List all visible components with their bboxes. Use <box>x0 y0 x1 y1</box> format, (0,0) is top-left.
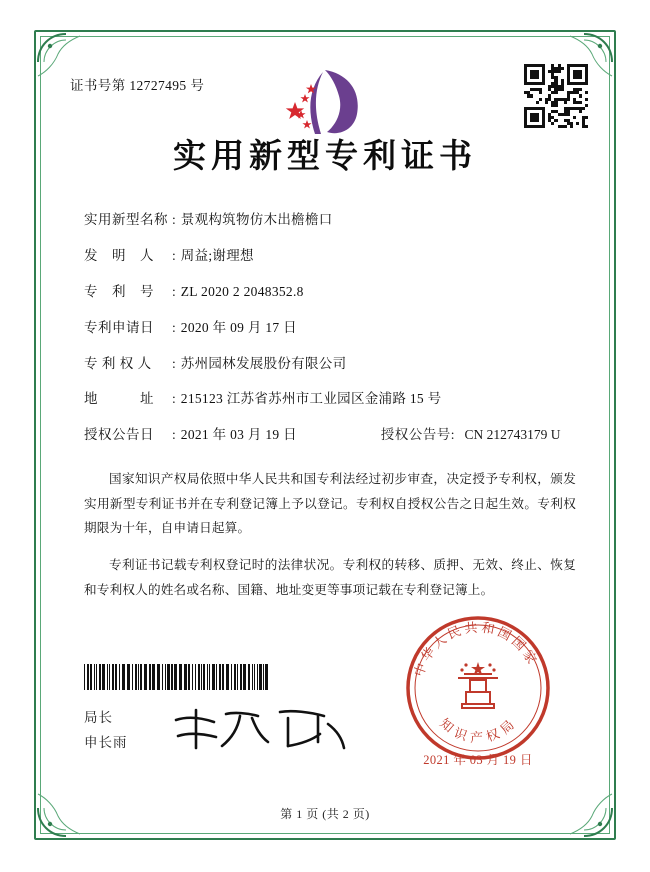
paragraph: 国家知识产权局依照中华人民共和国专利法经过初步审查，决定授予专利权，颁发实用新型专利证书并在专利登记簿上予以登记。专利权自授权公告之日起生效。专利权期限为十年，自申请日起算。 <box>84 472 576 536</box>
legal-text <box>58 467 592 602</box>
field-row <box>84 283 582 302</box>
field-colon: : <box>172 355 176 371</box>
field-colon: : <box>172 212 176 227</box>
seal-date: 2021 年 03 月 19 日 <box>423 753 533 767</box>
patent-fields <box>58 211 592 445</box>
field-colon: : <box>172 283 176 299</box>
director-name-label: 申长雨 <box>84 735 128 751</box>
field-colon: : <box>172 427 176 443</box>
field-label: 发 明 人 <box>84 247 154 263</box>
svg-text:知识产权局: 知识产权局 <box>436 714 522 747</box>
cnipa-logo-icon <box>265 62 385 142</box>
official-red-seal <box>402 612 554 764</box>
field-value: ZL 2020 2 2048352.8 <box>180 283 304 299</box>
field-value: 2020 年 09 月 17 日 <box>180 319 297 335</box>
field-value: 215123 江苏省苏州市工业园区金浦路 15 号 <box>180 391 442 407</box>
field-value: 2021 年 03 月 19 日 <box>180 427 297 443</box>
field-colon: : <box>172 247 176 263</box>
field-value: 周益;谢理想 <box>180 247 254 263</box>
director-role-label: 局长 <box>84 710 113 726</box>
signature-block <box>84 706 128 756</box>
field-row <box>84 319 582 338</box>
field-row <box>84 390 582 409</box>
svg-text:中华人民共和国国家: 中华人民共和国国家 <box>412 620 541 679</box>
qr-code <box>524 64 588 128</box>
certificate-number: 证书号第 12727495 号 <box>70 78 205 93</box>
field-row <box>84 355 582 374</box>
field-value-secondary: CN 212743179 U <box>464 427 561 443</box>
field-label: 地 址 <box>84 391 154 407</box>
barcode <box>84 664 269 690</box>
handwritten-signature <box>168 704 353 756</box>
page-footer: 第 1 页 (共 2 页) <box>280 807 370 821</box>
certificate-content <box>58 60 592 821</box>
field-colon: : <box>450 427 455 443</box>
field-colon: : <box>172 391 176 407</box>
field-label: 专利申请日 <box>84 319 154 335</box>
field-label: 专 利 权 人 <box>84 355 152 371</box>
field-label: 专 利 号 <box>84 283 154 299</box>
field-colon: : <box>172 319 176 335</box>
field-value: 景观构筑物仿木出檐檐口 <box>180 212 333 227</box>
field-value: 苏州园林发展股份有限公司 <box>180 355 347 371</box>
field-label: 授权公告日 <box>84 427 154 443</box>
paragraph: 专利证书记载专利权登记时的法律状况。专利权的转移、质押、无效、终止、恢复和专利权人的姓名或名称、国籍、地址变更等事项记载在专利登记簿上。 <box>84 558 576 598</box>
field-row <box>84 211 582 230</box>
field-row <box>84 247 582 266</box>
field-label-secondary: 授权公告号 <box>380 427 451 443</box>
field-label: 实用新型名称 <box>84 212 168 227</box>
field-row-dual <box>84 426 582 445</box>
page-title: 实用新型专利证书 <box>173 136 477 175</box>
